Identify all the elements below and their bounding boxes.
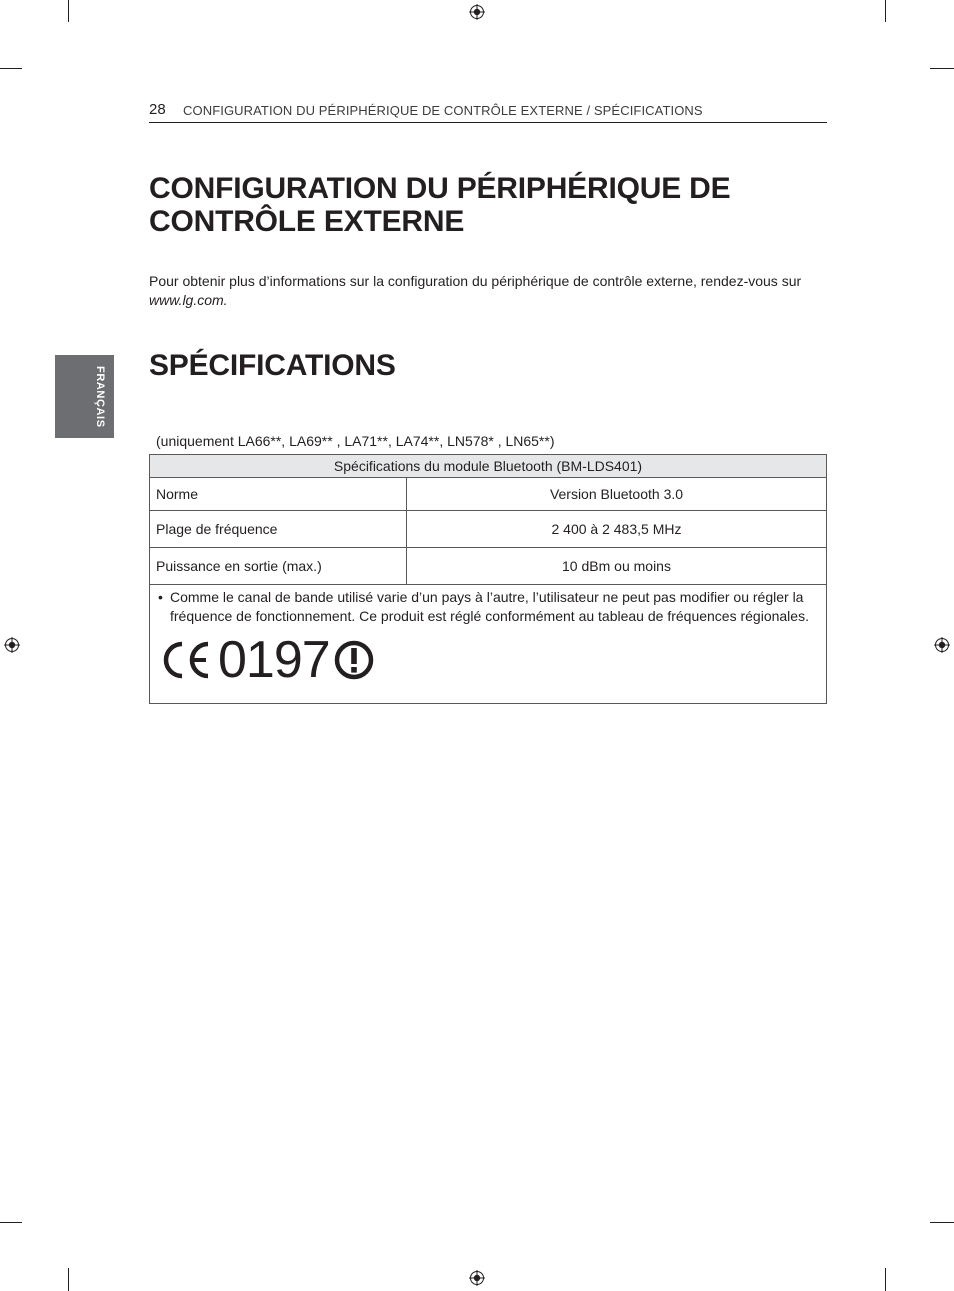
table-header: Spécifications du module Bluetooth (BM-LDS401) bbox=[150, 455, 827, 478]
crop-mark bbox=[930, 1222, 954, 1223]
crop-mark bbox=[68, 0, 69, 22]
crop-mark bbox=[930, 68, 954, 69]
spec-value: Version Bluetooth 3.0 bbox=[407, 478, 827, 511]
lg-website-link[interactable]: www.lg.com. bbox=[149, 292, 228, 308]
registration-mark-icon bbox=[469, 4, 485, 20]
section-title-external-control bbox=[149, 172, 730, 238]
running-title: CONFIGURATION DU PÉRIPHÉRIQUE DE CONTRÔLE EXTERNE / SPÉCIFICATIONS bbox=[183, 103, 703, 118]
note-text: Comme le canal de bande utilisé varie d’un pays à l’autre, l’utilisateur ne peut pas modifier ou régler la fréquence de fonctionnement. Ce produit est réglé conformément au tableau de fréquences régionales. bbox=[170, 589, 809, 624]
spec-label: Plage de fréquence bbox=[150, 511, 407, 548]
table-row bbox=[150, 548, 827, 585]
running-header bbox=[149, 101, 827, 123]
page-number: 28 bbox=[149, 101, 166, 118]
intro-text: Pour obtenir plus d’informations sur la configuration du périphérique de contrôle externe, rendez-vous sur bbox=[149, 273, 802, 289]
language-label: FRANÇAIS bbox=[94, 366, 106, 428]
intro-paragraph bbox=[149, 272, 829, 310]
table-row bbox=[150, 478, 827, 511]
spec-value: 10 dBm ou moins bbox=[407, 548, 827, 585]
title-line: CONFIGURATION DU PÉRIPHÉRIQUE DE bbox=[149, 172, 731, 205]
bullet-icon: • bbox=[158, 589, 163, 605]
section-title-specifications: SPÉCIFICATIONS bbox=[149, 349, 396, 382]
ce-mark-icon bbox=[158, 640, 212, 680]
bluetooth-spec-table bbox=[149, 454, 827, 704]
table-header-row bbox=[150, 455, 827, 478]
crop-mark bbox=[885, 0, 886, 22]
models-note: (uniquement LA66**, LA69** , LA71**, LA74**, LN578* , LN65**) bbox=[156, 433, 555, 449]
registration-mark-icon bbox=[469, 1270, 485, 1286]
note-cell bbox=[150, 585, 827, 704]
title-line: CONTRÔLE EXTERNE bbox=[149, 205, 465, 238]
crop-mark bbox=[885, 1268, 886, 1291]
crop-mark bbox=[68, 1268, 69, 1291]
language-tab bbox=[55, 355, 114, 438]
certification-marks bbox=[150, 626, 826, 689]
spec-label: Puissance en sortie (max.) bbox=[150, 548, 407, 585]
bullet-note bbox=[150, 585, 826, 626]
crop-mark bbox=[0, 1222, 22, 1223]
table-row bbox=[150, 511, 827, 548]
notified-body-number: 0197 bbox=[218, 631, 330, 689]
table-note-row bbox=[150, 585, 827, 704]
spec-label: Norme bbox=[150, 478, 407, 511]
spec-value: 2 400 à 2 483,5 MHz bbox=[407, 511, 827, 548]
alert-mark-icon bbox=[334, 640, 374, 680]
registration-mark-icon bbox=[934, 637, 950, 653]
crop-mark bbox=[0, 68, 22, 69]
registration-mark-icon bbox=[4, 637, 20, 653]
